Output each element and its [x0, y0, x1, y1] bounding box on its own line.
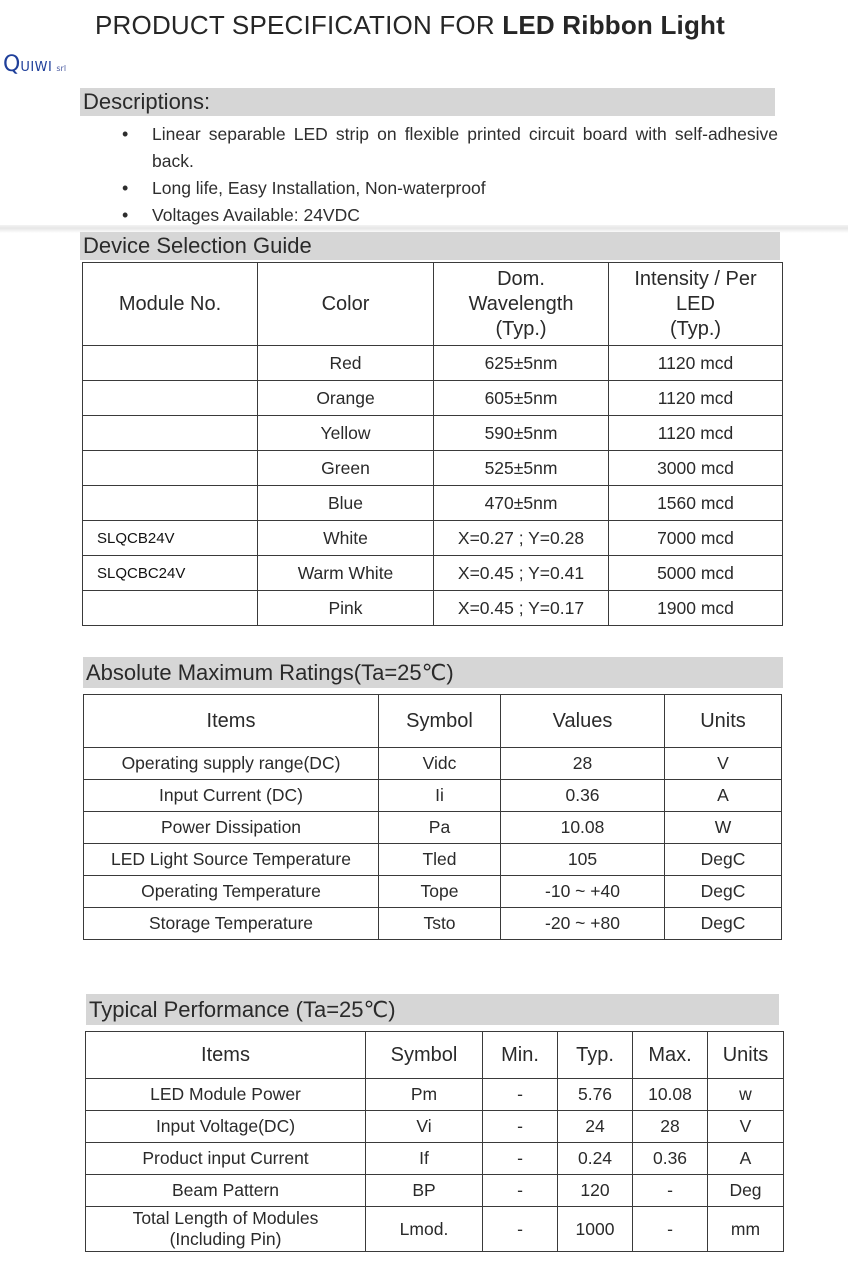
- column-header: Symbol: [366, 1032, 483, 1079]
- wavelength-cell: X=0.27 ; Y=0.28: [434, 521, 609, 556]
- column-header: Items: [86, 1032, 366, 1079]
- intensity-cell: 1560 mcd: [609, 486, 783, 521]
- value-cell: 10.08: [501, 812, 665, 844]
- max-cell: -: [633, 1207, 708, 1252]
- item-cell: Product input Current: [86, 1143, 366, 1175]
- performance-heading: Typical Performance (Ta=25℃): [86, 994, 779, 1025]
- min-cell: -: [483, 1143, 558, 1175]
- module-cell: [83, 451, 258, 486]
- color-cell: Blue: [258, 486, 434, 521]
- company-logo: QUIWI srl: [3, 52, 67, 77]
- column-header: Units: [665, 695, 782, 748]
- item-cell: Operating Temperature: [84, 876, 379, 908]
- symbol-cell: Vidc: [379, 748, 501, 780]
- table-row: [83, 451, 783, 486]
- item-cell: LED Module Power: [86, 1079, 366, 1111]
- table-row: [86, 1207, 784, 1252]
- module-cell: SLQCBC24V: [83, 556, 258, 591]
- unit-cell: W: [665, 812, 782, 844]
- color-cell: Orange: [258, 381, 434, 416]
- table-header-row: [84, 695, 782, 748]
- column-header: Intensity / Per LED (Typ.): [609, 263, 783, 346]
- value-cell: 0.36: [501, 780, 665, 812]
- table-row: [83, 591, 783, 626]
- column-header: Dom. Wavelength (Typ.): [434, 263, 609, 346]
- table-row: [83, 346, 783, 381]
- column-header: Symbol: [379, 695, 501, 748]
- intensity-cell: 1120 mcd: [609, 346, 783, 381]
- unit-cell: A: [708, 1143, 784, 1175]
- table-row: [84, 908, 782, 940]
- color-cell: Red: [258, 346, 434, 381]
- symbol-cell: Tsto: [379, 908, 501, 940]
- max-cell: 10.08: [633, 1079, 708, 1111]
- item-cell: Beam Pattern: [86, 1175, 366, 1207]
- table-row: [84, 780, 782, 812]
- unit-cell: A: [665, 780, 782, 812]
- wavelength-cell: X=0.45 ; Y=0.17: [434, 591, 609, 626]
- page-title: [95, 10, 725, 41]
- min-cell: -: [483, 1175, 558, 1207]
- unit-cell: DegC: [665, 908, 782, 940]
- max-cell: -: [633, 1175, 708, 1207]
- unit-cell: DegC: [665, 844, 782, 876]
- item-cell: Input Voltage(DC): [86, 1111, 366, 1143]
- color-cell: White: [258, 521, 434, 556]
- table-row: [83, 381, 783, 416]
- typ-cell: 0.24: [558, 1143, 633, 1175]
- color-cell: Yellow: [258, 416, 434, 451]
- symbol-cell: Lmod.: [366, 1207, 483, 1252]
- min-cell: -: [483, 1111, 558, 1143]
- column-header: Typ.: [558, 1032, 633, 1079]
- table-row: [83, 416, 783, 451]
- unit-cell: DegC: [665, 876, 782, 908]
- item-cell: Power Dissipation: [84, 812, 379, 844]
- unit-cell: Deg: [708, 1175, 784, 1207]
- wavelength-cell: 625±5nm: [434, 346, 609, 381]
- item-cell: Operating supply range(DC): [84, 748, 379, 780]
- symbol-cell: Pm: [366, 1079, 483, 1111]
- value-cell: -20 ~ +80: [501, 908, 665, 940]
- intensity-cell: 5000 mcd: [609, 556, 783, 591]
- color-cell: Warm White: [258, 556, 434, 591]
- table-row: [84, 748, 782, 780]
- module-cell: SLQCB24V: [83, 521, 258, 556]
- symbol-cell: Tled: [379, 844, 501, 876]
- table-row: [83, 486, 783, 521]
- color-cell: Pink: [258, 591, 434, 626]
- description-item: • Linear separable LED strip on flexible printed circuit board with self-adhesive back.: [122, 121, 778, 175]
- wavelength-cell: 605±5nm: [434, 381, 609, 416]
- title-prefix: PRODUCT SPECIFICATION FOR: [95, 10, 503, 40]
- descriptions-heading: Descriptions:: [80, 88, 775, 116]
- max-cell: 28: [633, 1111, 708, 1143]
- symbol-cell: Pa: [379, 812, 501, 844]
- min-cell: -: [483, 1207, 558, 1252]
- selection-guide-table: [82, 262, 783, 626]
- max-cell: 0.36: [633, 1143, 708, 1175]
- value-cell: -10 ~ +40: [501, 876, 665, 908]
- symbol-cell: Ii: [379, 780, 501, 812]
- column-header: Color: [258, 263, 434, 346]
- wavelength-cell: 470±5nm: [434, 486, 609, 521]
- intensity-cell: 1120 mcd: [609, 381, 783, 416]
- intensity-cell: 3000 mcd: [609, 451, 783, 486]
- unit-cell: w: [708, 1079, 784, 1111]
- module-cell: [83, 381, 258, 416]
- item-cell: Input Current (DC): [84, 780, 379, 812]
- selection-guide-heading: Device Selection Guide: [80, 232, 780, 260]
- color-cell: Green: [258, 451, 434, 486]
- item-cell: Storage Temperature: [84, 908, 379, 940]
- description-item: • Long life, Easy Installation, Non-waterproof: [122, 175, 778, 202]
- typ-cell: 24: [558, 1111, 633, 1143]
- symbol-cell: If: [366, 1143, 483, 1175]
- table-row: [83, 521, 783, 556]
- module-cell: [83, 416, 258, 451]
- title-product: LED Ribbon Light: [502, 10, 725, 40]
- wavelength-cell: 525±5nm: [434, 451, 609, 486]
- intensity-cell: 7000 mcd: [609, 521, 783, 556]
- descriptions-list: [122, 121, 778, 229]
- table-header-row: [86, 1032, 784, 1079]
- typ-cell: 120: [558, 1175, 633, 1207]
- column-header: Units: [708, 1032, 784, 1079]
- column-header: Min.: [483, 1032, 558, 1079]
- column-header: Max.: [633, 1032, 708, 1079]
- symbol-cell: BP: [366, 1175, 483, 1207]
- table-row: [86, 1111, 784, 1143]
- table-row: [86, 1079, 784, 1111]
- table-row: [84, 844, 782, 876]
- item-cell: LED Light Source Temperature: [84, 844, 379, 876]
- unit-cell: mm: [708, 1207, 784, 1252]
- max-ratings-heading: Absolute Maximum Ratings(Ta=25℃): [83, 657, 783, 688]
- symbol-cell: Vi: [366, 1111, 483, 1143]
- value-cell: 28: [501, 748, 665, 780]
- module-cell: [83, 346, 258, 381]
- performance-table: [85, 1031, 784, 1252]
- max-ratings-table: [83, 694, 782, 940]
- intensity-cell: 1120 mcd: [609, 416, 783, 451]
- table-row: [83, 556, 783, 591]
- table-row: [84, 812, 782, 844]
- wavelength-cell: 590±5nm: [434, 416, 609, 451]
- description-item: • Voltages Available: 24VDC: [122, 202, 778, 229]
- typ-cell: 1000: [558, 1207, 633, 1252]
- intensity-cell: 1900 mcd: [609, 591, 783, 626]
- module-cell: [83, 591, 258, 626]
- item-cell: Total Length of Modules (Including Pin): [86, 1207, 366, 1252]
- table-row: [84, 876, 782, 908]
- unit-cell: V: [665, 748, 782, 780]
- unit-cell: V: [708, 1111, 784, 1143]
- min-cell: -: [483, 1079, 558, 1111]
- table-row: [86, 1175, 784, 1207]
- typ-cell: 5.76: [558, 1079, 633, 1111]
- symbol-cell: Tope: [379, 876, 501, 908]
- column-header: Values: [501, 695, 665, 748]
- value-cell: 105: [501, 844, 665, 876]
- column-header: Items: [84, 695, 379, 748]
- table-header-row: [83, 263, 783, 346]
- table-row: [86, 1143, 784, 1175]
- wavelength-cell: X=0.45 ; Y=0.41: [434, 556, 609, 591]
- column-header: Module No.: [83, 263, 258, 346]
- module-cell: [83, 486, 258, 521]
